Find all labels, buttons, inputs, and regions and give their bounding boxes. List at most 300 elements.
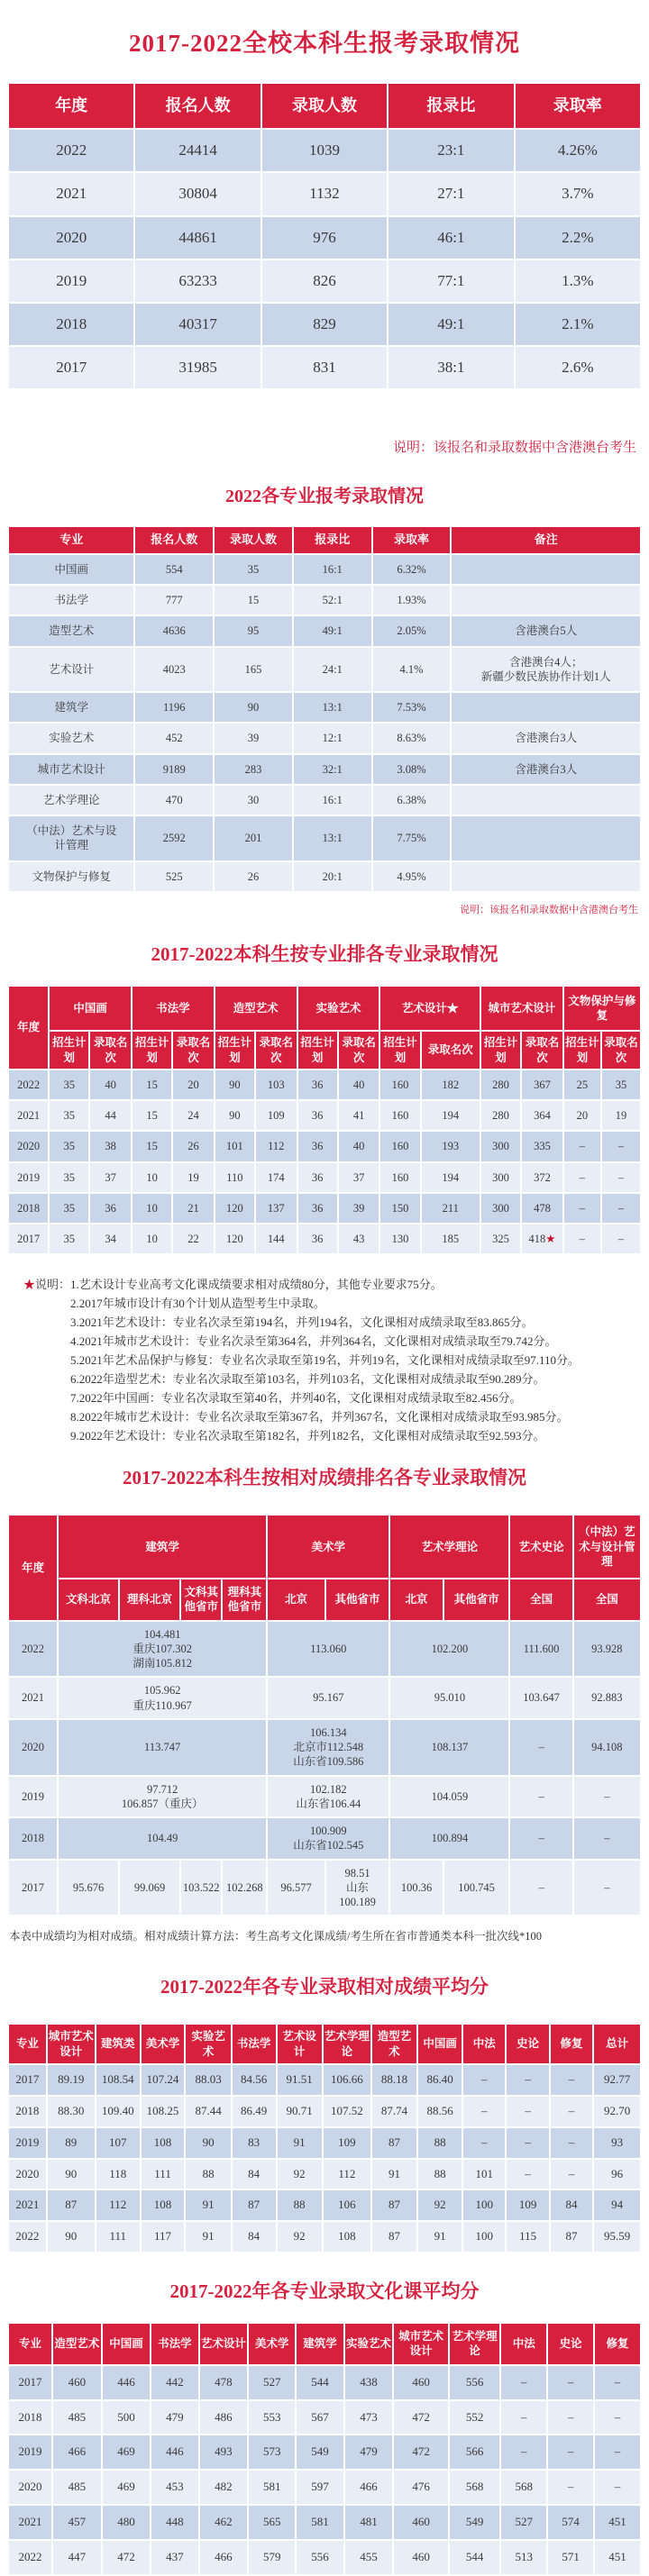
header-cell: 中法 bbox=[500, 2323, 547, 2365]
header-cell: 年度 bbox=[8, 986, 49, 1070]
table4-note: 本表中成绩均为相对成绩。相对成绩计算方法：考生高考文化课成绩/考生所在省市普通类本科一批次线*100 bbox=[9, 1930, 542, 1943]
table-cell: 26 bbox=[214, 861, 293, 892]
header-cell: 实验艺术 bbox=[344, 2323, 394, 2365]
table-cell: 418★ bbox=[521, 1224, 563, 1254]
table-cell: 1039 bbox=[261, 129, 388, 172]
note-line: 9.2022年艺术设计：专业名次录取至第182名，并列182名，文化课相对成绩录取至92.593分。 bbox=[70, 1429, 545, 1443]
table-cell: 472 bbox=[102, 2540, 151, 2575]
table-cell: 4636 bbox=[134, 615, 214, 646]
table-cell: 201 bbox=[214, 815, 293, 861]
t1-table bbox=[7, 82, 642, 390]
table-cell: 102.200 bbox=[389, 1621, 509, 1678]
table-cell: 2017 bbox=[8, 1860, 58, 1916]
table-row bbox=[8, 692, 641, 723]
table-cell: 479 bbox=[344, 2435, 394, 2470]
table-cell: 109.40 bbox=[96, 2096, 141, 2127]
table-cell: 87 bbox=[550, 2221, 593, 2253]
header-cell: 艺术设计★ bbox=[379, 986, 480, 1032]
table-cell: 160 bbox=[379, 1100, 420, 1131]
table-cell: 36 bbox=[89, 1193, 132, 1224]
table-cell: 2021 bbox=[8, 1677, 58, 1719]
table-cell: 35 bbox=[49, 1070, 89, 1100]
table-cell: 书法学 bbox=[8, 585, 134, 615]
table-cell: 103.647 bbox=[509, 1677, 572, 1719]
table-cell: 89.19 bbox=[47, 2064, 96, 2096]
header-cell: 招生计划 bbox=[132, 1031, 172, 1070]
note-line: 4.2021年城市艺术设计：专业名次录至第364名，并列364名，文化课相对成绩录取至79.742分。 bbox=[70, 1334, 557, 1349]
table-cell: 2018 bbox=[8, 1193, 49, 1224]
table-cell: 446 bbox=[151, 2435, 198, 2470]
table-cell: 38:1 bbox=[388, 346, 514, 389]
table-cell: 含港澳台3人 bbox=[451, 754, 641, 785]
table-cell: 457 bbox=[52, 2505, 102, 2540]
t6-table bbox=[7, 2322, 642, 2576]
table-cell: – bbox=[500, 2435, 547, 2470]
table-cell: 101 bbox=[215, 1131, 255, 1161]
table-cell: 41 bbox=[338, 1100, 380, 1131]
table-cell: 107.52 bbox=[323, 2096, 371, 2127]
table-cell: 160 bbox=[379, 1162, 420, 1193]
table-cell: 63233 bbox=[134, 259, 261, 303]
header-cell: 总计 bbox=[593, 2024, 641, 2064]
section-title-culture-avg: 2017-2022年各专业录取文化课平均分 bbox=[169, 2280, 480, 2303]
table-cell: 37 bbox=[338, 1162, 380, 1193]
table-cell bbox=[451, 692, 641, 723]
table-cell: 城市艺术设计 bbox=[8, 754, 134, 785]
table-cell: 26 bbox=[172, 1131, 215, 1161]
table-cell: – bbox=[563, 1162, 601, 1193]
table-cell: 90.71 bbox=[277, 2096, 323, 2127]
table-cell: 118 bbox=[96, 2159, 141, 2190]
header-row bbox=[8, 1579, 641, 1621]
table-cell: 106.66 bbox=[323, 2064, 371, 2096]
table-cell: 35 bbox=[49, 1162, 89, 1193]
header-cell: 招生计划 bbox=[379, 1031, 420, 1070]
table-cell: 95.676 bbox=[58, 1860, 119, 1916]
table-cell: 280 bbox=[480, 1100, 521, 1131]
table-cell: 15 bbox=[132, 1100, 172, 1131]
table-cell: 8.63% bbox=[372, 723, 452, 753]
table-cell: 84 bbox=[232, 2159, 277, 2190]
table-cell: 24 bbox=[172, 1100, 215, 1131]
table-cell: 300 bbox=[480, 1193, 521, 1224]
overall-admissions-table bbox=[7, 82, 642, 390]
table-cell: 109 bbox=[323, 2127, 371, 2159]
table-cell: 553 bbox=[248, 2400, 296, 2435]
table-cell: 448 bbox=[151, 2505, 198, 2540]
table-cell: 90 bbox=[214, 692, 293, 723]
table-cell: 96 bbox=[593, 2159, 641, 2190]
table-cell: 88 bbox=[417, 2127, 462, 2159]
table-row bbox=[8, 815, 641, 861]
table-cell: 2.6% bbox=[515, 346, 641, 389]
table-cell: 111 bbox=[141, 2159, 186, 2190]
table-cell: 364 bbox=[521, 1100, 563, 1131]
table-cell: 185 bbox=[421, 1224, 480, 1254]
table-cell: 100.894 bbox=[389, 1817, 509, 1860]
table-cell: 98.51 山东 100.189 bbox=[325, 1860, 390, 1916]
table-cell: 含港澳台4人； 新疆少数民族协作计划1人 bbox=[451, 647, 641, 693]
table-cell: 300 bbox=[480, 1162, 521, 1193]
table-cell: 556 bbox=[449, 2365, 500, 2400]
table-cell: 109 bbox=[255, 1100, 297, 1131]
table1-note: 说明：该报名和录取数据中含港澳台考生 bbox=[392, 440, 636, 455]
table-cell: 574 bbox=[547, 2505, 594, 2540]
header-cell: 中国画 bbox=[49, 986, 132, 1032]
header-cell: 造型艺术 bbox=[52, 2323, 102, 2365]
table-cell: 84.56 bbox=[232, 2064, 277, 2096]
section-title-by-relative-score: 2017-2022本科生按相对成绩排名各专业录取情况 bbox=[123, 1467, 526, 1489]
table-cell: 87 bbox=[47, 2189, 96, 2221]
table-cell: 100 bbox=[462, 2221, 506, 2253]
table-cell: 451 bbox=[594, 2505, 641, 2540]
table-cell: 549 bbox=[296, 2435, 343, 2470]
table-cell: 565 bbox=[248, 2505, 296, 2540]
table-cell: 9189 bbox=[134, 754, 214, 785]
table-cell: 49:1 bbox=[388, 303, 514, 346]
table-cell: 1.93% bbox=[372, 585, 452, 615]
table-cell: 452 bbox=[134, 723, 214, 753]
table-row bbox=[8, 1131, 641, 1161]
table-cell: 500 bbox=[102, 2400, 151, 2435]
table-cell: – bbox=[601, 1162, 641, 1193]
table-cell: 84 bbox=[550, 2189, 593, 2221]
table-cell: 446 bbox=[102, 2365, 151, 2400]
table-row bbox=[8, 2221, 641, 2253]
table-cell: 93 bbox=[593, 2127, 641, 2159]
table-cell: – bbox=[509, 1817, 572, 1860]
table-cell: 2021 bbox=[8, 1100, 49, 1131]
table-cell: 88 bbox=[185, 2159, 231, 2190]
table-cell: 94.108 bbox=[573, 1719, 641, 1776]
table-cell: 10 bbox=[132, 1162, 172, 1193]
table-cell: 105.962 重庆110.967 bbox=[58, 1677, 267, 1719]
table-cell: 476 bbox=[393, 2470, 449, 2505]
table-cell: 2019 bbox=[8, 2127, 47, 2159]
table-cell: 94 bbox=[593, 2189, 641, 2221]
table-cell: 2018 bbox=[8, 1817, 58, 1860]
table-cell: 中国画 bbox=[8, 554, 134, 585]
header-row bbox=[8, 2323, 641, 2365]
table-cell: 194 bbox=[421, 1162, 480, 1193]
table-cell: 211 bbox=[421, 1193, 480, 1224]
table-cell: – bbox=[550, 2127, 593, 2159]
table-cell: 20:1 bbox=[293, 861, 372, 892]
table-cell: 39 bbox=[214, 723, 293, 753]
header-cell: 年度 bbox=[8, 83, 134, 129]
table-cell: 40 bbox=[338, 1131, 380, 1161]
table-cell: 2019 bbox=[8, 1776, 58, 1818]
table-cell: 165 bbox=[214, 647, 293, 693]
table-cell: 137 bbox=[255, 1193, 297, 1224]
table-cell: 107 bbox=[96, 2127, 141, 2159]
table-cell: 2017 bbox=[8, 346, 134, 389]
table-row bbox=[8, 861, 641, 892]
header-cell: 文物保护与修复 bbox=[563, 986, 641, 1032]
majors-2022-table bbox=[7, 525, 642, 893]
table-cell: 3.08% bbox=[372, 754, 452, 785]
table-cell: 2020 bbox=[8, 2159, 47, 2190]
table-cell: 485 bbox=[52, 2400, 102, 2435]
t3-table bbox=[7, 985, 642, 1256]
header-cell: 艺术设计 bbox=[277, 2024, 323, 2064]
table-cell: 16:1 bbox=[293, 554, 372, 585]
table-cell: 88 bbox=[277, 2189, 323, 2221]
table-cell: 102.182 山东省106.44 bbox=[267, 1776, 389, 1818]
header-cell: 北京 bbox=[389, 1579, 443, 1621]
table-cell: – bbox=[601, 1193, 641, 1224]
header-cell: 理科北京 bbox=[119, 1579, 180, 1621]
header-cell: 造型艺术 bbox=[371, 2024, 417, 2064]
table-cell: 92 bbox=[277, 2159, 323, 2190]
table-cell: 581 bbox=[296, 2505, 343, 2540]
note-line: 2.2017年城市设计有30个计划从造型考生中录取。 bbox=[70, 1297, 325, 1311]
table-cell: 100 bbox=[462, 2189, 506, 2221]
table-cell: – bbox=[594, 2470, 641, 2505]
table-cell: 527 bbox=[500, 2505, 547, 2540]
table-cell: 13:1 bbox=[293, 815, 372, 861]
table-cell: 艺术学理论 bbox=[8, 785, 134, 815]
table-row bbox=[8, 1162, 641, 1193]
table-cell: 25 bbox=[563, 1070, 601, 1100]
table-row bbox=[8, 1621, 641, 1678]
table-row bbox=[8, 2189, 641, 2221]
header-cell: 美术学 bbox=[141, 2024, 186, 2064]
table-cell: 44861 bbox=[134, 216, 261, 259]
relative-score-avg-table bbox=[7, 2023, 642, 2253]
table-cell: 554 bbox=[134, 554, 214, 585]
table-cell: 2021 bbox=[8, 2505, 52, 2540]
table-cell: 83 bbox=[232, 2127, 277, 2159]
table-cell: 含港澳台3人 bbox=[451, 723, 641, 753]
header-cell: 年度 bbox=[8, 1515, 58, 1620]
table-cell: 194 bbox=[421, 1100, 480, 1131]
table-cell: 30804 bbox=[134, 172, 261, 215]
table-cell: 87.74 bbox=[371, 2096, 417, 2127]
header-cell: 北京 bbox=[267, 1579, 324, 1621]
table-cell: 36 bbox=[297, 1131, 338, 1161]
table-row bbox=[8, 647, 641, 693]
table-cell: 16:1 bbox=[293, 785, 372, 815]
header-cell: 录取名次 bbox=[421, 1031, 480, 1070]
header-cell: 城市艺术设计 bbox=[47, 2024, 96, 2064]
header-cell: 造型艺术 bbox=[215, 986, 297, 1032]
table-cell: 438 bbox=[344, 2365, 394, 2400]
culture-score-avg-table bbox=[7, 2322, 642, 2576]
table-cell: 90 bbox=[215, 1070, 255, 1100]
table-cell: 372 bbox=[521, 1162, 563, 1193]
table-cell: 35 bbox=[214, 554, 293, 585]
header-cell: 修复 bbox=[550, 2024, 593, 2064]
t5-table bbox=[7, 2023, 642, 2253]
table-cell: 478 bbox=[199, 2365, 249, 2400]
table-row bbox=[8, 1100, 641, 1131]
table-cell: – bbox=[509, 1719, 572, 1776]
table-cell: 35 bbox=[49, 1100, 89, 1131]
table-cell: – bbox=[547, 2400, 594, 2435]
table-cell: 112 bbox=[323, 2159, 371, 2190]
header-cell: 文科北京 bbox=[58, 1579, 119, 1621]
table-cell: 87 bbox=[371, 2221, 417, 2253]
table-cell: 976 bbox=[261, 216, 388, 259]
table-cell: 479 bbox=[151, 2400, 198, 2435]
table-cell: 469 bbox=[102, 2470, 151, 2505]
table-cell: – bbox=[573, 1776, 641, 1818]
t2-table bbox=[7, 525, 642, 893]
table-cell: 87 bbox=[371, 2189, 417, 2221]
table-cell: – bbox=[547, 2470, 594, 2505]
table-cell: 552 bbox=[449, 2400, 500, 2435]
table-cell: 36 bbox=[297, 1100, 338, 1131]
header-cell: 录取名次 bbox=[601, 1031, 641, 1070]
table-cell: 108.137 bbox=[389, 1719, 509, 1776]
header-cell: 招生计划 bbox=[297, 1031, 338, 1070]
table-cell: 87.44 bbox=[185, 2096, 231, 2127]
table-row bbox=[8, 259, 641, 303]
table-cell: 2019 bbox=[8, 1162, 49, 1193]
header-cell: 建筑类 bbox=[96, 2024, 141, 2064]
table-cell: – bbox=[509, 1776, 572, 1818]
header-cell: 艺术学理论 bbox=[389, 1515, 509, 1579]
table-cell: 112 bbox=[96, 2189, 141, 2221]
header-cell: 报录比 bbox=[388, 83, 514, 129]
table-cell: 93.928 bbox=[573, 1621, 641, 1678]
table-cell: 造型艺术 bbox=[8, 615, 134, 646]
table-cell: – bbox=[500, 2400, 547, 2435]
table-cell: 90 bbox=[215, 1100, 255, 1131]
table-cell: 106.134 北京市112.548 山东省109.586 bbox=[267, 1719, 389, 1776]
table-cell: 581 bbox=[248, 2470, 296, 2505]
table-cell: 469 bbox=[102, 2435, 151, 2470]
table-cell: 92 bbox=[417, 2189, 462, 2221]
table-cell: 2017 bbox=[8, 1224, 49, 1254]
table-cell: – bbox=[573, 1817, 641, 1860]
table-cell: 104.49 bbox=[58, 1817, 267, 1860]
table-cell: 527 bbox=[248, 2365, 296, 2400]
table-cell: 49:1 bbox=[293, 615, 372, 646]
table-row bbox=[8, 2400, 641, 2435]
header-cell: 录取名次 bbox=[172, 1031, 215, 1070]
table-row bbox=[8, 2096, 641, 2127]
table-cell: 77:1 bbox=[388, 259, 514, 303]
table-cell: 87 bbox=[371, 2127, 417, 2159]
table-cell: 92.70 bbox=[593, 2096, 641, 2127]
table-cell: 10 bbox=[132, 1193, 172, 1224]
header-cell: 美术学 bbox=[248, 2323, 296, 2365]
table-cell: 35 bbox=[49, 1193, 89, 1224]
header-cell: 建筑学 bbox=[58, 1515, 267, 1579]
table-cell: 35 bbox=[49, 1224, 89, 1254]
header-cell: 史论 bbox=[547, 2323, 594, 2365]
table-cell: 92.77 bbox=[593, 2064, 641, 2096]
table-cell: 3.7% bbox=[515, 172, 641, 215]
table-cell: 2019 bbox=[8, 259, 134, 303]
table-cell: – bbox=[563, 1224, 601, 1254]
table-cell: 112 bbox=[255, 1131, 297, 1161]
table-cell: 88 bbox=[417, 2159, 462, 2190]
table-row bbox=[8, 723, 641, 753]
t4-table bbox=[7, 1514, 642, 1916]
table-cell: 110 bbox=[215, 1162, 255, 1193]
table-cell: 20 bbox=[563, 1100, 601, 1131]
table-row bbox=[8, 615, 641, 646]
table-row bbox=[8, 1224, 641, 1254]
table-cell: 103.522 bbox=[180, 1860, 222, 1916]
table-cell: – bbox=[601, 1224, 641, 1254]
table-cell: 829 bbox=[261, 303, 388, 346]
table-cell: 573 bbox=[248, 2435, 296, 2470]
table-cell: 102.268 bbox=[222, 1860, 267, 1916]
table-cell: 95.59 bbox=[593, 2221, 641, 2253]
table-row bbox=[8, 2540, 641, 2575]
table-row bbox=[8, 1817, 641, 1860]
table-row bbox=[8, 172, 641, 215]
table-cell: 19 bbox=[601, 1100, 641, 1131]
table-cell: 113.747 bbox=[58, 1719, 267, 1776]
table-cell: 13:1 bbox=[293, 692, 372, 723]
header-cell: 备注 bbox=[451, 526, 641, 554]
table-cell: 831 bbox=[261, 346, 388, 389]
table-cell: 实验艺术 bbox=[8, 723, 134, 753]
table-cell: 19 bbox=[172, 1162, 215, 1193]
table-cell: 100.745 bbox=[443, 1860, 510, 1916]
table-cell: 109 bbox=[506, 2189, 549, 2221]
table-cell: 101 bbox=[462, 2159, 506, 2190]
table-cell: – bbox=[547, 2365, 594, 2400]
table-cell: 10 bbox=[132, 1224, 172, 1254]
table-cell: 283 bbox=[214, 754, 293, 785]
table-cell: 493 bbox=[199, 2435, 249, 2470]
table-cell: 108 bbox=[141, 2189, 186, 2221]
header-cell: 招生计划 bbox=[480, 1031, 521, 1070]
table-cell: 37 bbox=[89, 1162, 132, 1193]
table-cell: 460 bbox=[52, 2365, 102, 2400]
table-cell: 90 bbox=[185, 2127, 231, 2159]
table-row bbox=[8, 1776, 641, 1818]
table-cell: – bbox=[462, 2096, 506, 2127]
table-cell: 91 bbox=[185, 2189, 231, 2221]
header-cell: 录取名次 bbox=[89, 1031, 132, 1070]
table-cell: 34 bbox=[89, 1224, 132, 1254]
table-cell: 460 bbox=[393, 2540, 449, 2575]
table-cell: 91 bbox=[277, 2127, 323, 2159]
header-cell: 实验艺术 bbox=[297, 986, 380, 1032]
table-cell: – bbox=[563, 1131, 601, 1161]
table-cell: 15 bbox=[214, 585, 293, 615]
table-cell: 174 bbox=[255, 1162, 297, 1193]
table-row bbox=[8, 2435, 641, 2470]
header-cell: 艺术史论 bbox=[509, 1515, 572, 1579]
table-cell: 453 bbox=[151, 2470, 198, 2505]
star-icon: ★ bbox=[23, 1278, 36, 1292]
header-cell: 专业 bbox=[8, 2024, 47, 2064]
header-cell: 录取人数 bbox=[261, 83, 388, 129]
header-cell: 实验艺术 bbox=[185, 2024, 231, 2064]
table-cell: 335 bbox=[521, 1131, 563, 1161]
table-cell: 2018 bbox=[8, 2400, 52, 2435]
table-cell: 485 bbox=[52, 2470, 102, 2505]
table-cell: 89 bbox=[47, 2127, 96, 2159]
header-cell: 书法学 bbox=[132, 986, 215, 1032]
table-cell: – bbox=[547, 2435, 594, 2470]
table-cell: 472 bbox=[393, 2400, 449, 2435]
table-cell: 130 bbox=[379, 1224, 420, 1254]
table-cell: 100.36 bbox=[389, 1860, 443, 1916]
table-row bbox=[8, 585, 641, 615]
table-cell: 46:1 bbox=[388, 216, 514, 259]
note-line: 5.2021年艺术品保护与修复：专业名次录取至第19名，并列19名，文化课相对成绩录取至97.110分。 bbox=[70, 1353, 580, 1368]
table-cell: 30 bbox=[214, 785, 293, 815]
